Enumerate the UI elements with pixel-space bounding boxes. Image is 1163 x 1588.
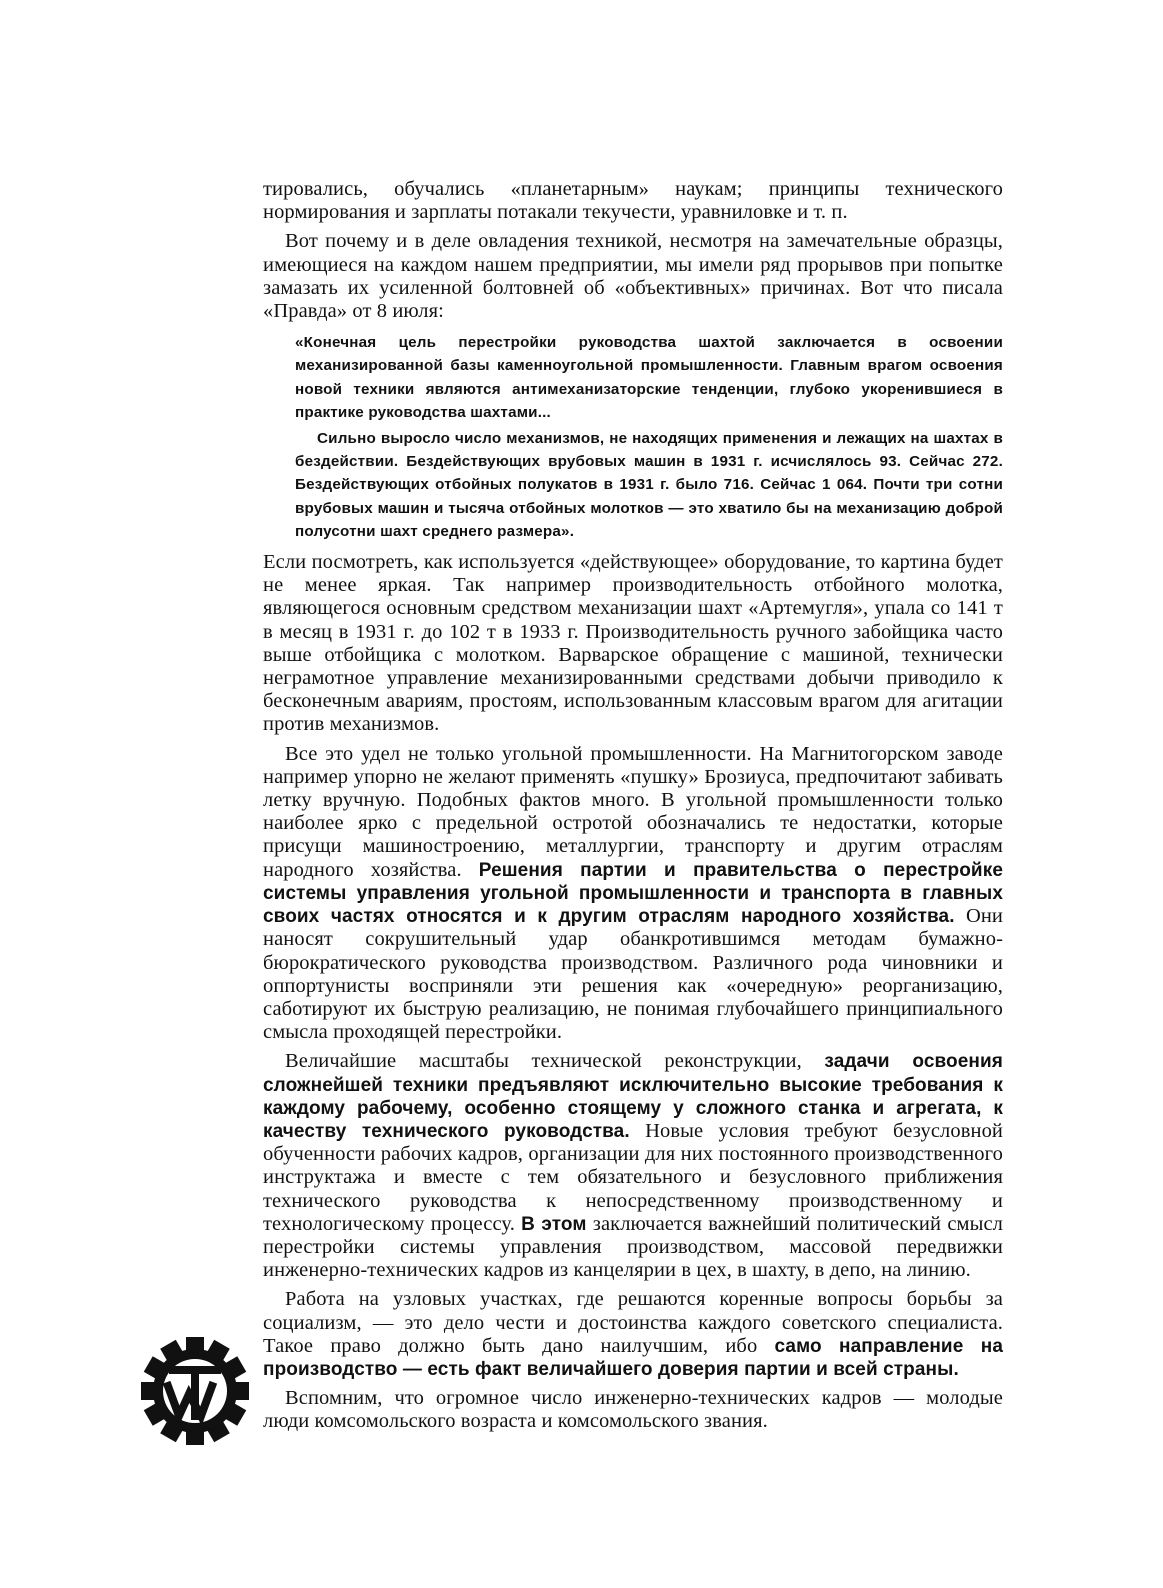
text-run: Новые условия требуют безусловной обученности рабочих кадров, организации для них постоянного производственного инструктажа и вместе с тем обязательного и безусловного приближения технического руководства к непосредственному производственному и технологическому процессу. (263, 1119, 1003, 1235)
paragraph (263, 1050, 1003, 1282)
bottom-paragraphs (263, 551, 1003, 1434)
paragraph (263, 551, 1003, 737)
quote-paragraph: Сильно выросло число механизмов, не находящих применения и лежащих на шахтах в бездействии. Бездействующих врубовых машин в 1931 г. исчислялось 93. Сейчас 272. Бездействующих отбойных полукатов в 1931 г. было 716. Сейчас 1 064. Почти три сотни врубовых машин и тысяча отбойных молотков — это хватило бы на механизацию доброй полусотни шахт среднего размера». (295, 430, 1003, 540)
text-run: Вспомним, что огромное число инженерно-технических кадров — молодые люди комсомольского возраста и комсомольского звания. (263, 1387, 1003, 1433)
bold-text-run: В этом (521, 1213, 587, 1235)
text-run: Все это удел не только угольной промышленности. На Магнитогорском заводе например упорно не желают применять «пушку» Брозиуса, предпочитают забивать летку вручную. Подобных фактов много. В угольной промышленности только наиболее ярко с предельной остротой обозначались те недостатки, которые присущи машиностроению, металлургии, транспорту и другим отраслям народного хозяйства. (263, 742, 1003, 881)
text-run: Они наносят сокрушительный удар обанкротившимся методам бумажно-бюрократического руководства производством. Различного рода чиновники и оппортунисты восприняли эти решения как «очередную» реорганизацию, саботируют их быструю реализацию, не понимая глубочайшего принципиального смысла проходящей перестройки. (263, 905, 1003, 1044)
text-column (263, 178, 1003, 1434)
paragraph (263, 1387, 1003, 1433)
text-run: Вот почему и в деле овладения техникой, несмотря на замечательные образцы, имеющиеся на каждом нашем предприятии, мы имели ряд прорывов при попытке замазать их усиленной болтовней об «объективных» причинах. Вот что писала «Правда» от 8 июля: (263, 230, 1003, 323)
quote-paragraph: «Конечная цель перестройки руководства шахтой заключается в освоении механизированной базы каменноугольной промышленности. Главным врагом освоения новой техники являются антимеханизаторские тенденции, глубоко укоренившиеся в практике руководства шахтами... (295, 334, 1003, 421)
block-quote (295, 331, 1003, 543)
top-paragraphs (263, 178, 1003, 323)
text-run: Работа на узловых участках, где решаются коренные вопросы борьбы за социализм, — это дело чести и достоинства каждого советского специалиста. Такое право должно быть дано наилучшим, ибо (263, 1288, 1003, 1357)
bold-text-run: само направление на производство — есть факт величайшего доверия партии и всей страны. (263, 1335, 1003, 1380)
bold-text-run: Решения партии и правительства о перестройке системы управления угольной промышленности и транспорта в главных своих частях относятся и к другим отраслям народного хозяйства. (263, 859, 1003, 928)
paragraph (263, 178, 1003, 224)
text-run: Если посмотреть, как используется «действующее» оборудование, то картина будет не менее яркая. Так например производительность отбойного молотка, являющегося основным средством механизации шахт «Артемугля», упала со 141 т в месяц в 1931 г. до 102 т в 1933 г. Производительность ручного забойщика часто выше отбойщика с молотком. Варварское обращение с машиной, технически неграмотное управление механизированными средствами добычи приводило к бесконечным авариям, простоям, использованным классовым врагом для агитации против механизмов. (263, 551, 1003, 736)
paragraph (263, 1288, 1003, 1381)
text-run: Величайшие масштабы технической реконструкции, (285, 1050, 825, 1073)
paragraph (263, 230, 1003, 323)
gear-emblem-icon (140, 1336, 250, 1446)
text-run: заключается важнейший политический смысл перестройки системы управления производством, массовой передвижки инженерно-технических кадров из канцелярии в цех, в шахту, в депо, на линию. (263, 1212, 1003, 1282)
paragraph (263, 743, 1003, 1045)
bold-text-run: задачи освоения сложнейшей техники предъявляют исключительно высокие требования к каждому рабочему, особенно стоящему у сложного станка и агрегата, к качеству технического руководства. (263, 1051, 1003, 1142)
text-run: тировались, обучались «планетарным» наукам; принципы технического нормирования и зарплаты потакали текучести, уравниловке и т. п. (263, 178, 1003, 224)
